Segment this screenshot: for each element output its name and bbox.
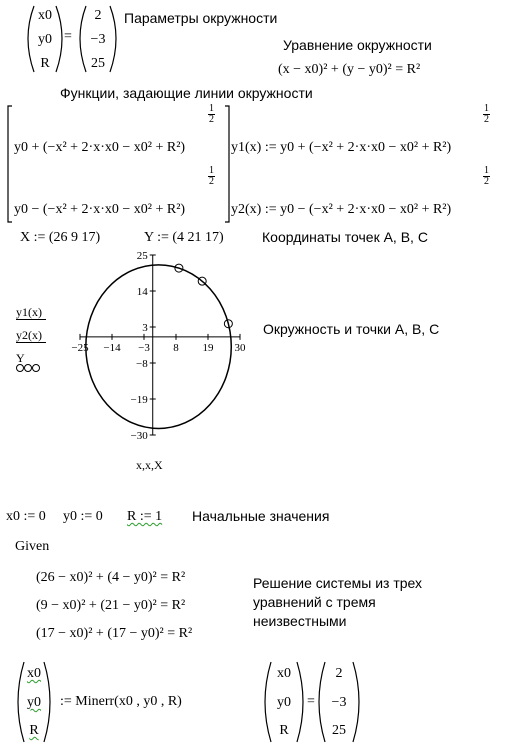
init-x0: x0 := 0	[6, 509, 46, 524]
result-vals-matrix	[325, 662, 353, 742]
init-R-text: R := 1	[127, 509, 163, 524]
y-points-definition: Y := (4 21 17)	[144, 230, 224, 245]
y1-definition: y1(x) := y0 + (−x² + 2·x·x0 − x0² + R²)	[231, 140, 452, 155]
func-matrix-row2	[14, 202, 185, 218]
result-var-x0: x0	[277, 666, 291, 681]
params-val-x0: 2	[94, 8, 102, 23]
given-keyword: Given	[15, 539, 50, 554]
y2-definition: y2(x) := y0 − (−x² + 2·x·x0 − x0² + R²)	[231, 202, 452, 217]
result-var-y0: y0	[277, 695, 291, 710]
y-tick-label: 14	[136, 286, 148, 298]
solve-var-x0: x0	[27, 666, 41, 681]
params-equals: =	[64, 29, 72, 44]
solve-vars-matrix	[24, 662, 44, 742]
y-tick-label: −19	[130, 394, 148, 406]
system-label-line3: неизвестными	[253, 613, 347, 629]
system-label	[253, 574, 422, 631]
x-tick-label: −25	[71, 341, 89, 354]
plot-label: Окружность и точки A, B, C	[263, 321, 440, 337]
result-val-y0: −3	[331, 695, 347, 710]
y-tick-label: −8	[136, 358, 148, 370]
plot-legend	[16, 306, 46, 373]
x-tick-label: 8	[173, 341, 179, 354]
y-tick-label: 25	[136, 250, 148, 262]
params-vars-matrix	[34, 6, 56, 72]
legend-circles-icon	[16, 363, 46, 373]
system-eq3: (17 − x0)² + (17 − y0)² = R²	[36, 626, 193, 641]
system-eq1: (26 − x0)² + (4 − y0)² = R²	[36, 570, 186, 585]
plot-x-axis-label: x,x,X	[136, 458, 163, 472]
x-tick-label: −3	[138, 341, 150, 354]
circle-plot	[60, 250, 250, 440]
x-tick-label: −14	[103, 341, 121, 354]
system-label-line2: уравнений с тремя	[253, 594, 376, 610]
params-var-y0: y0	[38, 32, 52, 47]
result-val-R: 25	[332, 723, 346, 738]
initial-label: Начальные значения	[192, 508, 330, 524]
result-val-x0: 2	[335, 666, 343, 681]
x-tick-label: 19	[202, 341, 214, 354]
def1-exponent: $\frac{1}{2}$	[484, 103, 489, 125]
params-var-x0: x0	[38, 8, 52, 23]
func-row1-exponent: $\frac{1}{2}$	[209, 103, 214, 125]
solve-var-y0: y0	[27, 695, 41, 710]
params-val-y0: −3	[90, 32, 106, 47]
params-vals-matrix	[86, 6, 110, 72]
circle-eq-formula: (x − x0)² + (y − y0)² = R²	[278, 62, 421, 77]
result-var-R: R	[279, 723, 289, 738]
params-var-R: R	[40, 56, 50, 71]
params-label: Параметры окружности	[124, 10, 278, 26]
minerr-call: := Minerr(x0 , y0 , R)	[60, 694, 182, 709]
func-matrix-row1	[14, 140, 185, 156]
params-val-R: 25	[91, 56, 105, 71]
y-tick-label: −30	[130, 430, 148, 442]
system-eq2: (9 − x0)² + (21 − y0)² = R²	[36, 598, 186, 613]
x-points-definition: X := (26 9 17)	[20, 230, 101, 245]
func-row2-exponent: $\frac{1}{2}$	[209, 165, 214, 187]
init-y0: y0 := 0	[63, 509, 103, 524]
def2-exponent: $\frac{1}{2}$	[484, 165, 489, 187]
solve-var-R: R	[29, 723, 39, 738]
func-row1-text: y0 + (−x² + 2·x·x0 − x0² + R²)	[14, 140, 186, 155]
legend-y2: y2(x)	[16, 329, 46, 343]
functions-label: Функции, задающие линии окружности	[60, 85, 313, 101]
legend-Y: Y	[16, 351, 25, 365]
circle-eq-label: Уравнение окружности	[283, 37, 432, 53]
init-R	[127, 509, 162, 525]
func-row2-text: y0 − (−x² + 2·x·x0 − x0² + R²)	[14, 202, 186, 217]
legend-y1: y1(x)	[16, 306, 46, 320]
points-label: Координаты точек A, B, C	[262, 229, 428, 245]
system-label-line1: Решение системы из трех	[253, 575, 422, 591]
result-equals: =	[307, 694, 315, 709]
result-vars-matrix	[271, 662, 297, 742]
x-tick-label: 30	[234, 341, 246, 354]
y-tick-label: 3	[142, 322, 148, 334]
